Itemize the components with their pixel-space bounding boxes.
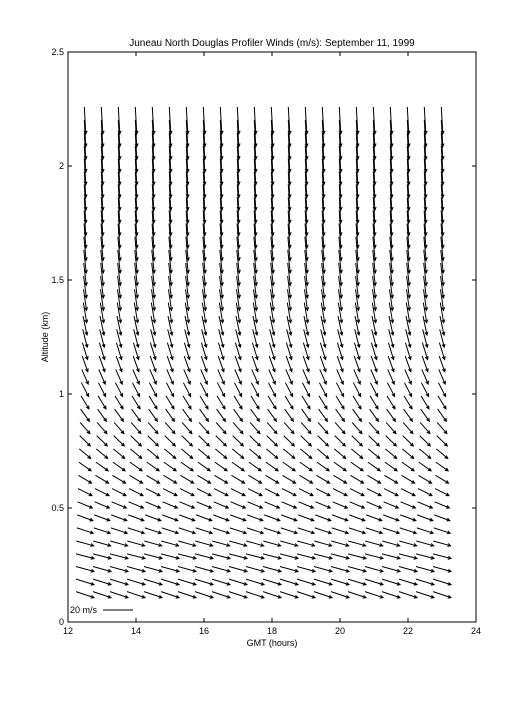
x-tick-label: 24: [470, 626, 482, 636]
y-tick-label: 0.5: [51, 503, 64, 513]
x-tick-label: 12: [62, 626, 74, 636]
x-tick-label: 22: [402, 626, 414, 636]
scale-legend-label: 20 m/s: [70, 605, 98, 615]
y-axis-label: Altitude (km): [40, 311, 50, 363]
x-tick-label: 20: [334, 626, 346, 636]
chart-title: Juneau North Douglas Profiler Winds (m/s): September 11, 1999: [129, 38, 415, 49]
x-tick-label: 18: [266, 626, 278, 636]
x-tick-label: 14: [130, 626, 142, 636]
y-tick-label: 2: [58, 161, 64, 171]
x-tick-label: 16: [198, 626, 210, 636]
y-tick-label: 0: [58, 617, 64, 627]
y-tick-label: 2.5: [51, 47, 64, 57]
y-tick-label: 1: [58, 389, 64, 399]
y-tick-label: 1.5: [51, 275, 64, 285]
x-axis-label: GMT (hours): [246, 638, 298, 648]
